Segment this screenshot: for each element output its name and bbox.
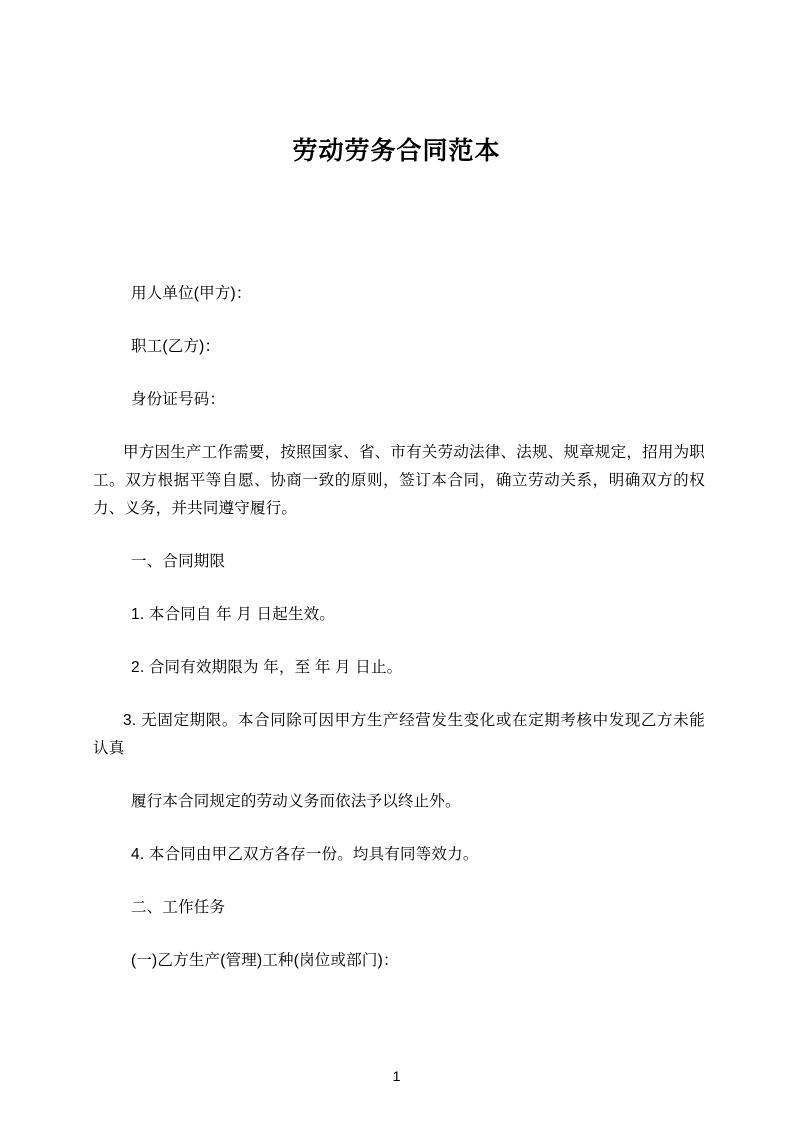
page-number: 1 (392, 1068, 401, 1084)
document-body (0, 168, 793, 975)
paragraph-employer: 用人单位(甲方)： (131, 285, 252, 302)
paragraph-preamble: 甲方因生产工作需要，按照国家、省、市有关劳动法律、法规、规章规定，招用为职工。双方根据平等自愿、协商一致的原则，签订本合同，确立劳动关系，明确双方的权力、义务，并共同遵守履行。 (93, 444, 705, 517)
paragraph-id-number: 身份证号码： (131, 391, 226, 408)
clause-1-4: 4. 本合同由甲乙双方各存一份。均具有同等效力。 (131, 846, 479, 863)
clause-1-3: 3. 无固定期限。本合同除可因甲方生产经营发生变化或在定期考核中发现乙方未能认真 (93, 712, 705, 757)
heading-section-one: 一、合同期限 (131, 553, 226, 570)
heading-section-two: 二、工作任务 (131, 899, 226, 916)
paragraph-employee: 职工(乙方)： (131, 338, 221, 355)
clause-1-3-continuation: 履行本合同规定的劳动义务而依法予以终止外。 (131, 793, 461, 810)
page-title: 劳动劳务合同范本 (292, 137, 501, 165)
clause-2-1: (一)乙方生产(管理)工种(岗位或部门)： (131, 952, 399, 969)
clause-1-2: 2. 合同有效期限为 年，至 年 月 日止。 (131, 659, 403, 676)
clause-1-1: 1. 本合同自 年 月 日起生效。 (131, 606, 336, 623)
